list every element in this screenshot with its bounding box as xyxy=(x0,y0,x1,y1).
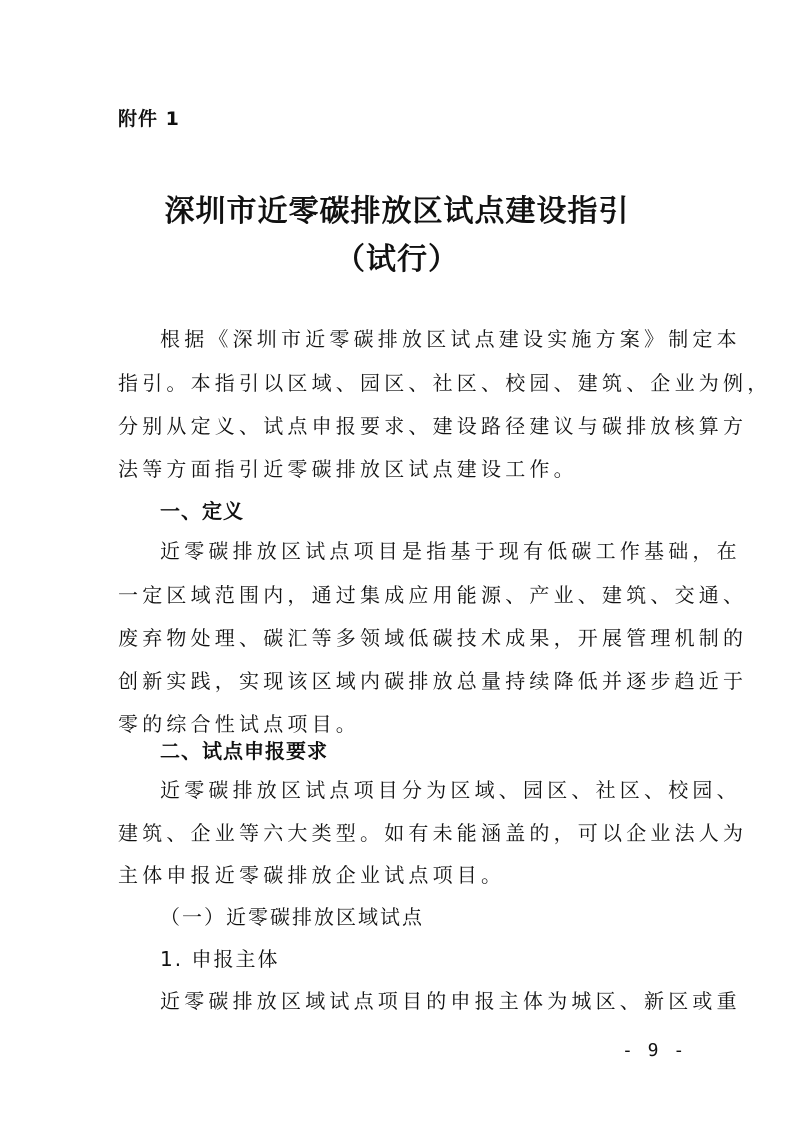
page-number: - 9 - xyxy=(622,1040,687,1061)
intro-line: 分别从定义、试点申报要求、建设路径建议与碳排放核算方 xyxy=(118,414,748,438)
section-heading-definition: 一、定义 xyxy=(160,499,244,523)
subsection-line: 近零碳排放区域试点项目的申报主体为城区、新区或重 xyxy=(160,989,741,1013)
document-title: 深圳市近零碳排放区试点建设指引 xyxy=(164,194,630,229)
subsection-heading: （一）近零碳排放区域试点 xyxy=(160,905,424,929)
requirements-line: 建筑、企业等六大类型。如有未能涵盖的，可以企业法人为 xyxy=(118,821,748,845)
attachment-label: 附件 1 xyxy=(118,108,180,130)
subsection-item: 1. 申报主体 xyxy=(160,947,280,971)
intro-line: 根据《深圳市近零碳排放区试点建设实施方案》制定本 xyxy=(160,327,741,351)
requirements-line: 近零碳排放区试点项目分为区域、园区、社区、校园、 xyxy=(160,778,741,802)
definition-line: 创新实践，实现该区域内碳排放总量持续降低并逐步趋近于 xyxy=(118,669,748,693)
section-heading-requirements: 二、试点申报要求 xyxy=(160,739,328,763)
requirements-line: 主体申报近零碳排放企业试点项目。 xyxy=(118,863,506,887)
definition-line: 近零碳排放区试点项目是指基于现有低碳工作基础，在 xyxy=(160,539,741,563)
definition-line: 废弃物处理、碳汇等多领域低碳技术成果，开展管理机制的 xyxy=(118,626,748,650)
document-subtitle: （试行） xyxy=(335,242,459,277)
definition-line: 一定区域范围内，通过集成应用能源、产业、建筑、交通、 xyxy=(118,583,748,607)
definition-line: 零的综合性试点项目。 xyxy=(118,712,360,736)
intro-line: 法等方面指引近零碳排放区试点建设工作。 xyxy=(118,457,578,481)
intro-line: 指引。本指引以区域、园区、社区、校园、建筑、企业为例， xyxy=(118,371,772,395)
